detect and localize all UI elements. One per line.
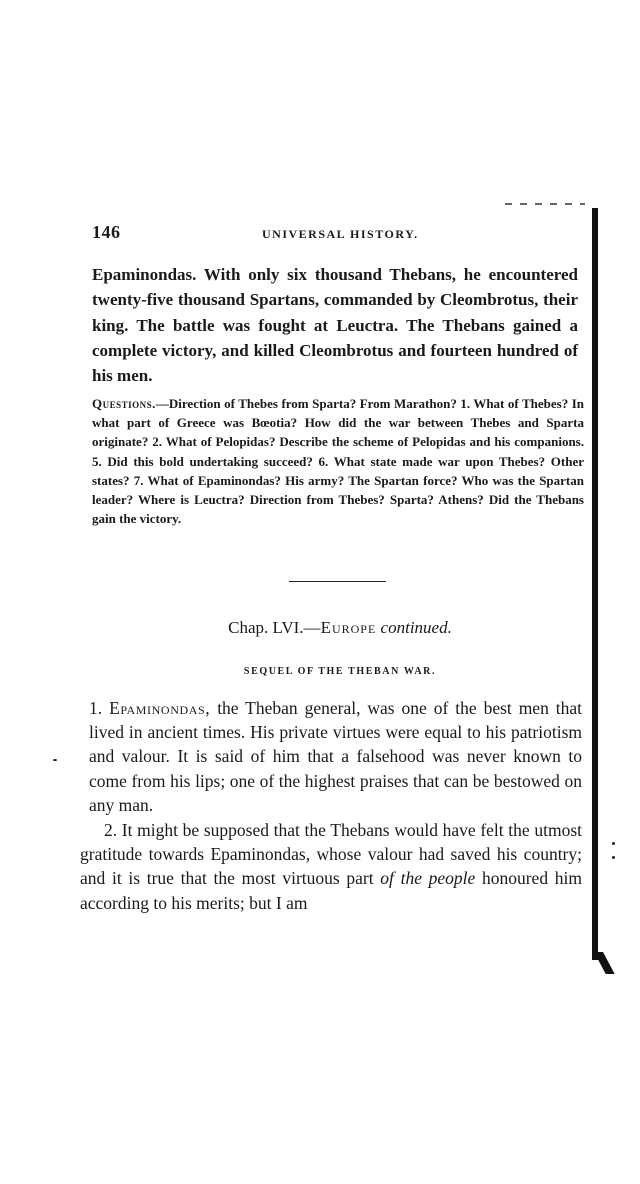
paragraph-2-text-a: 2. It might be supposed that the Thebans would have felt the utmost gratitude towards Epaminondas, whose valour had saved his country; and it is true that the most virtuous part bbox=[80, 820, 582, 889]
section-title: SEQUEL OF THE THEBAN WAR. bbox=[243, 666, 437, 677]
running-title: UNIVERSAL HISTORY. bbox=[262, 227, 419, 241]
questions-text: —Direction of Thebes from Sparta? From Marathon? 1. What of Thebes? In what part of Greece was Bœotia? How did the war between Thebes and Sparta originate? 2. What of Pelopidas? Describe the scheme of Pelopidas and his companions. 5. Did this bold undertaking succeed? 6. What state made war upon Thebes? Other states? 7. What of Epaminondas? His army? The Spartan force? Who was the Spartan leader? Where is Leuctra? Direction from Thebes? Sparta? Athens? Did the Thebans gain the victory. bbox=[92, 396, 584, 527]
scan-speck bbox=[612, 842, 615, 845]
scan-speck bbox=[53, 759, 57, 761]
scan-edge-shadow bbox=[592, 208, 598, 960]
paragraph-1 bbox=[89, 696, 582, 817]
paragraph-2 bbox=[80, 818, 582, 915]
scan-edge-dashes bbox=[505, 203, 585, 205]
paragraph-number: 1. bbox=[89, 698, 103, 718]
paragraph-1-text: the Theban general, was one of the best men that lived in ancient times. His private virtues were equal to his patriotism and valour. It is said of him that a falsehood was never known to come from his lips; one of the highest praises that can be bestowed on any man. bbox=[89, 698, 583, 815]
scan-speck bbox=[612, 856, 615, 859]
chapter-name: Europe bbox=[320, 618, 377, 637]
paragraph-lead-word: Epaminondas, bbox=[109, 698, 211, 718]
paragraph-2-italic: of the people bbox=[380, 868, 476, 889]
questions-label: Questions. bbox=[92, 396, 156, 411]
chapter-prefix: Chap. LVI.— bbox=[228, 618, 321, 637]
page-number: 146 bbox=[92, 222, 121, 242]
paragraph-2-text-b: honoured him according to his merits; but I am bbox=[80, 868, 582, 913]
chapter-heading bbox=[0, 618, 640, 638]
section-divider bbox=[289, 581, 386, 582]
chapter-suffix: continued. bbox=[380, 618, 452, 637]
scan-edge-curl bbox=[594, 952, 615, 974]
study-questions bbox=[92, 394, 584, 528]
continued-paragraph: Epaminondas. With only six thousand Thebans, he encountered twenty-five thousand Spartans, commanded by Cleombrotus, their king. The battle was fought at Leuctra. The Thebans gained a complete victory, and killed Cleombrotus and fourteen hundred of his men. bbox=[92, 265, 578, 386]
